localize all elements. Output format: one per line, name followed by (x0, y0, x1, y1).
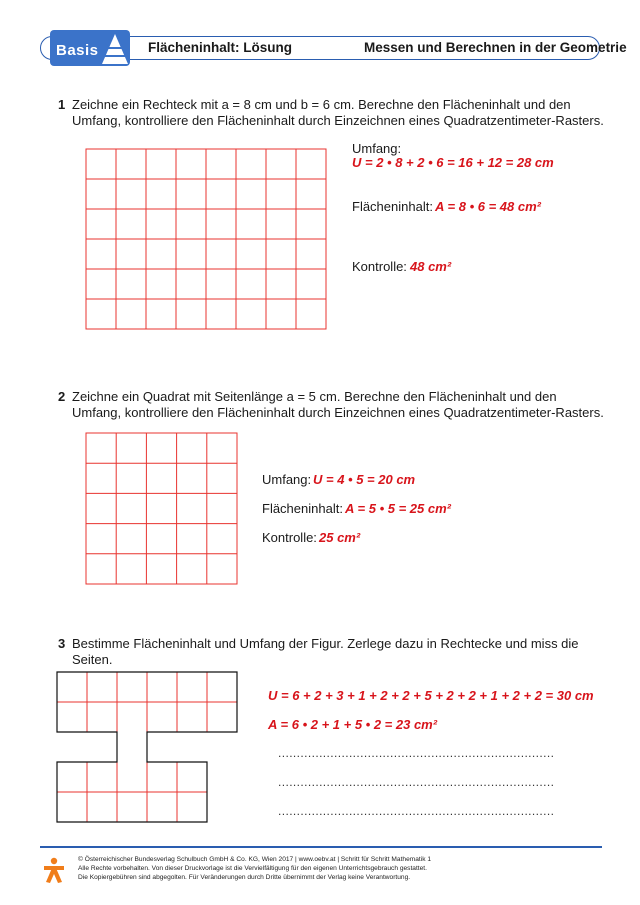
footer-line-2: Alle Rechte vorbehalten. Von dieser Druckvorlage ist die Vervielfältigung für den eigenen Unterrichtsgebrauch gestattet. (78, 865, 427, 872)
answer-line-1: .......................................................................... (278, 746, 555, 760)
composite-figure (56, 671, 240, 823)
task-2-flaeche-label: Flächeninhalt: (262, 501, 343, 516)
task-2-umfang-answer: U = 4 • 5 = 20 cm (313, 472, 416, 487)
page-subtitle: Messen und Berechnen in der Geometrie (364, 40, 627, 55)
task-2-text-line2: Umfang, kontrolliere den Flächeninhalt durch Einzeichnen eines Quadratzentimeter-Rasters. (72, 405, 604, 420)
task-1-kontrolle-answer: 48 cm² (410, 259, 452, 274)
footer-divider (40, 846, 602, 848)
rectangle-grid-8x6 (85, 148, 329, 330)
task-3-flaeche-answer: A = 6 • 2 + 1 + 5 • 2 = 23 cm² (268, 717, 438, 732)
task-2-kontrolle-label: Kontrolle: (262, 530, 317, 545)
page-title: Flächeninhalt: Lösung (148, 40, 292, 55)
task-2-umfang-label: Umfang: (262, 472, 312, 487)
answer-line-2: .......................................................................... (278, 775, 555, 789)
task-1-text-line2: Umfang, kontrolliere den Flächeninhalt durch Einzeichnen eines Quadratzentimeter-Rasters. (72, 113, 604, 128)
task-1-umfang-label: Umfang: (352, 141, 402, 156)
task-1-text-line1: Zeichne ein Rechteck mit a = 8 cm und b = 6 cm. Berechne den Flächeninhalt und den (72, 97, 571, 112)
publisher-logo-icon (40, 856, 68, 884)
footer-text (78, 855, 431, 882)
task-1-flaeche-answer: A = 8 • 6 = 48 cm² (435, 199, 541, 214)
answer-line-3: .......................................................................... (278, 804, 555, 818)
task-2-text-line1: Zeichne ein Quadrat mit Seitenlänge a = 5 cm. Berechne den Flächeninhalt und den (72, 389, 557, 404)
triangle-level-icon (100, 32, 130, 66)
task-2-kontrolle-answer: 25 cm² (319, 530, 361, 545)
task-1-number: 1 (58, 97, 66, 112)
square-grid-5x5 (85, 432, 239, 586)
task-3-number: 3 (58, 636, 66, 651)
task-2-number: 2 (58, 389, 66, 404)
task-3-text-line1: Bestimme Flächeninhalt und Umfang der Figur. Zerlege dazu in Rechtecke und miss die (72, 636, 579, 651)
task-1-flaeche-label: Flächeninhalt: (352, 199, 433, 214)
task-1-umfang-answer: U = 2 • 8 + 2 • 6 = 16 + 12 = 28 cm (352, 155, 554, 170)
footer-line-1: © Österreichischer Bundesverlag Schulbuch GmbH & Co. KG, Wien 2017 | www.oebv.at | Schritt für Schritt Mathematik 1 (78, 856, 432, 863)
footer-line-3: Die Kopiergebühren sind abgegolten. Für Veränderungen durch Dritte übernimmt der Verlag keine Verantwortung. (78, 874, 411, 881)
level-badge-label: Basis (56, 42, 99, 59)
task-1-kontrolle-label: Kontrolle: (352, 259, 407, 274)
task-3-text-line2: Seiten. (72, 652, 113, 667)
task-3-umfang-answer: U = 6 + 2 + 3 + 1 + 2 + 2 + 5 + 2 + 2 + 1 + 2 + 2 = 30 cm (268, 688, 594, 703)
task-2-flaeche-answer: A = 5 • 5 = 25 cm² (345, 501, 451, 516)
